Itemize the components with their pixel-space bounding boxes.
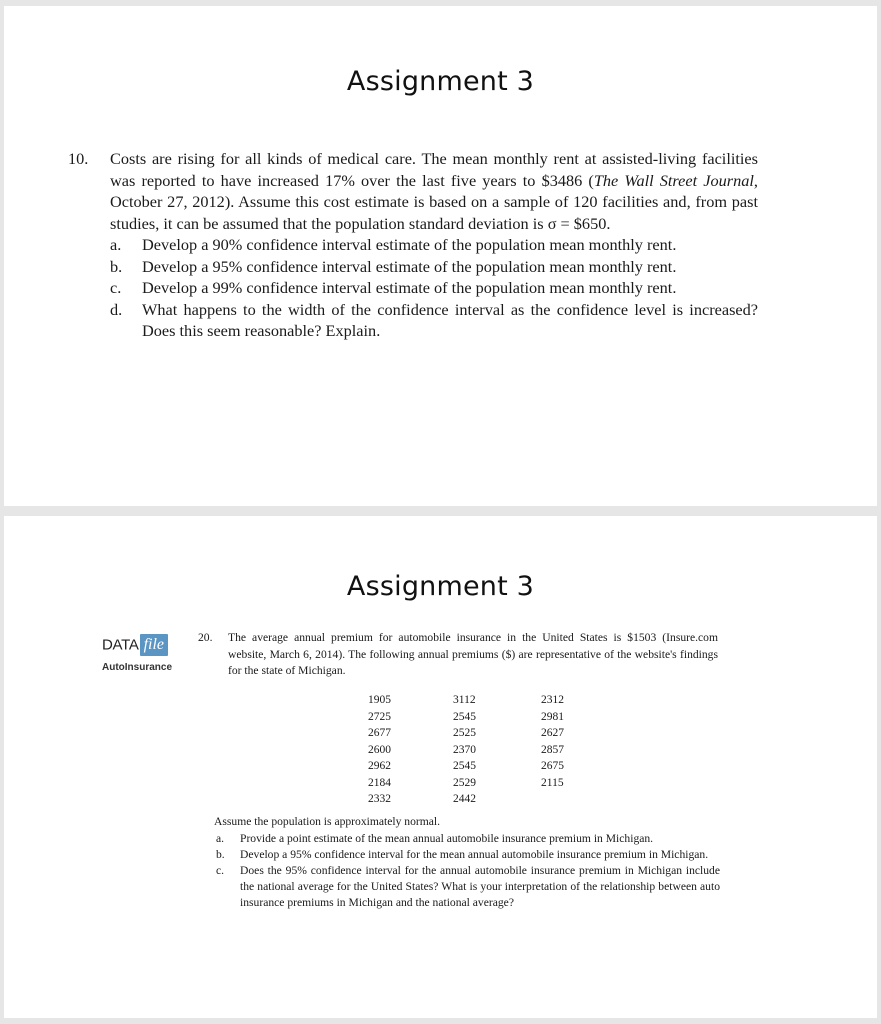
problem-number: 20. [198, 631, 213, 644]
table-cell: 2529 [453, 776, 476, 789]
problem-stem [110, 148, 758, 234]
part-label: d. [110, 299, 123, 319]
data-label: DATA [102, 636, 139, 654]
table-cell: 2627 [541, 727, 564, 739]
table-cell: 2442 [453, 793, 476, 805]
problem-number: 10. [68, 149, 89, 168]
table-cell: 2962 [368, 760, 391, 772]
table-cell: 2370 [453, 743, 476, 756]
slide-2 [4, 516, 877, 1018]
part-a [110, 234, 758, 256]
assumption-text: Assume the population is approximately normal. [214, 815, 441, 828]
part-d [110, 299, 758, 342]
part-a [214, 831, 720, 847]
part-text: Develop a 95% confidence interval estimate of the population mean monthly rent. [142, 256, 677, 276]
table-cell: 3112 [453, 694, 476, 706]
table-cell: 2312 [541, 694, 564, 706]
part-label: b. [110, 256, 123, 276]
part-label: a. [216, 832, 225, 845]
part-text: Does the 95% confidence interval for the annual automobile insurance premium in Michigan include the national average for the United States? What is your interpretation of the relationship between auto insurance premiums in Michigan and the national average? [240, 864, 720, 909]
table-cell: 2675 [541, 760, 564, 772]
part-c [110, 277, 758, 299]
problem-questions [214, 814, 720, 911]
table-cell: 2725 [368, 710, 391, 723]
table-cell: 2857 [541, 743, 564, 756]
table-column [368, 692, 408, 808]
slide-1 [4, 6, 877, 506]
problem-10 [68, 148, 758, 342]
part-b [214, 847, 720, 863]
part-text: Develop a 95% confidence interval for the mean annual automobile insurance premium in Michigan. [240, 848, 709, 861]
part-text: Develop a 90% confidence interval estimate of the population mean monthly rent. [142, 235, 677, 254]
part-label: c. [110, 278, 122, 297]
part-text: Develop a 99% confidence interval estimate of the population mean monthly rent. [142, 278, 677, 297]
part-label: b. [216, 848, 225, 861]
table-cell: 2115 [541, 776, 564, 789]
stem-text-1: Costs are rising for all kinds of medical care. The mean monthly rent at assisted-living facilities was reported to have increased 17% over the last five years to $3486 ( [110, 149, 758, 190]
problem-stem: The average annual premium for automobile insurance in the United States is $1503 (Insure.com website, March 6, 2014). The following annual premiums ($) are representative of the website's findings for the state of Michigan. [228, 631, 718, 677]
slide-2-title: Assignment 3 [346, 571, 535, 602]
table-column [541, 692, 581, 791]
data-file-name: AutoInsurance [102, 662, 173, 673]
table-cell: 1905 [368, 694, 391, 706]
table-cell: 2981 [541, 710, 564, 723]
stem-text-2: , October 27, 2012). Assume this cost estimate is based on a sample of 120 facilities and, from past studies, it can be assumed that the population standard deviation is σ = $650. [110, 170, 758, 233]
table-column [453, 692, 493, 808]
problem-parts [110, 234, 758, 342]
file-label: file [140, 634, 168, 656]
problem-20 [198, 630, 720, 909]
part-text: What happens to the width of the confidence interval as the confidence level is increased? Does this seem reasonable? Explain. [142, 299, 758, 340]
part-c [214, 863, 720, 911]
part-b [110, 256, 758, 278]
table-cell: 2184 [368, 776, 391, 789]
table-cell: 2545 [453, 760, 476, 772]
table-cell: 2332 [368, 793, 391, 805]
table-cell: 2677 [368, 727, 391, 739]
table-cell: 2525 [453, 727, 476, 739]
data-file-badge [102, 634, 172, 673]
part-label: c. [216, 864, 225, 877]
part-text: Provide a point estimate of the mean annual automobile insurance premium in Michigan. [240, 832, 654, 845]
slide-1-title: Assignment 3 [346, 66, 535, 97]
table-cell: 2600 [368, 743, 391, 756]
table-cell: 2545 [453, 710, 476, 723]
part-label: a. [110, 235, 122, 254]
stem-citation: The Wall Street Journal [593, 170, 754, 190]
